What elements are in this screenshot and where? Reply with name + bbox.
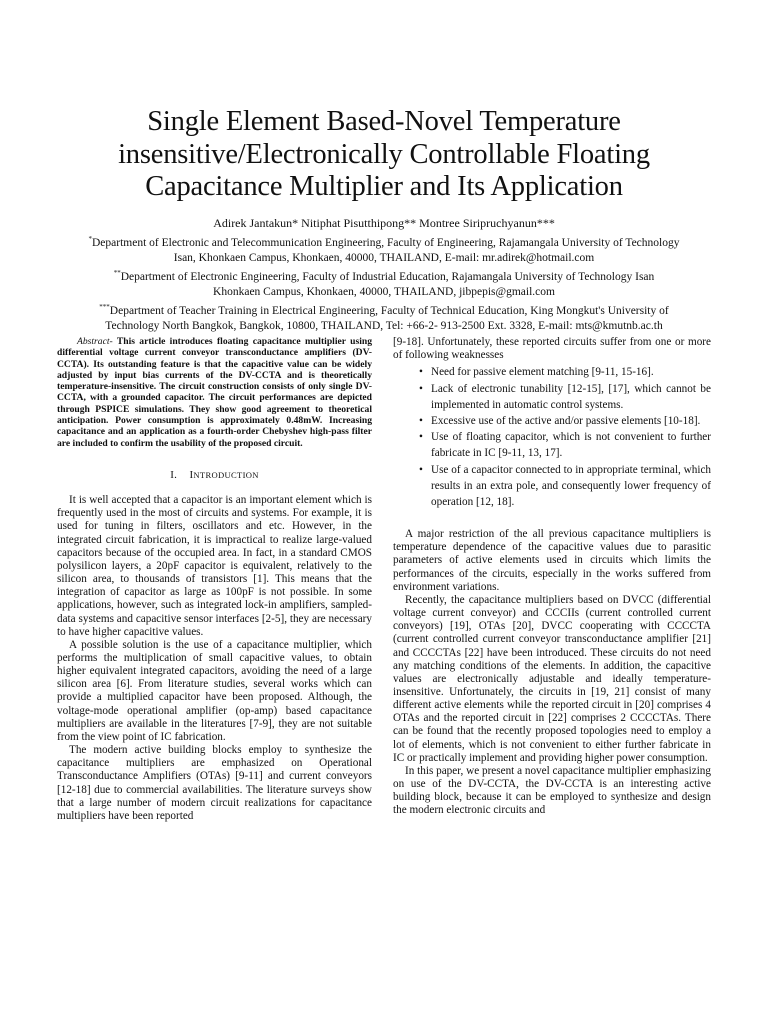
bullet-icon: • (419, 414, 423, 427)
body-paragraph: Recently, the capacitance multipliers based on DVCC (differential voltage current conveyor) and CCCIIs (current controlled current conveyors) [19], OTAs [20], DVCC cooperating with CCCCTA (current controlled current conveyor transconductance amplifier [21] and CCCCTAs [22] have been introduced. These circuits do not need any matching conditions of the elements. In addition, the capacitive values are electronically adjustable and ideally temperature-insensitive. Unfortunately, the circuits in [19, 21] consist of many different active elements while the reported circuit in [20] comprises 4 OTAs and the reported circuit in [22] comprises 2 CCCCTAs. There can be found that the recently proposed topologies need to employ a lot of elements, which is not convenient to either further fabricate in IC or practically implement and providing higher power consumption. (393, 593, 711, 764)
list-item-text: Need for passive element matching [9-11, 15-16]. (431, 366, 654, 379)
title-line: Capacitance Multiplier and Its Application (145, 171, 623, 202)
body-paragraph: A major restriction of the all previous capacitance multipliers is temperature dependence of the capacitive values due to parasitic parameters of active elements used in circuits which limits the performances of the circuits, especially in the works suffered from environment variations. (393, 528, 711, 593)
affiliation-mark: ** (113, 269, 121, 277)
list-item (419, 364, 711, 380)
bullet-icon: • (419, 431, 423, 444)
weakness-list (393, 364, 711, 510)
body-paragraph: The modern active building blocks employ to synthesize the capacitance multipliers are emphasized on Operational Transconductance Amplifiers (OTAs) [9-11] and current conveyors [12-18] due to commercial availabilities. The literature surveys show that a large number of modern circuit realizations for capacitance multipliers have been reported (57, 744, 372, 822)
body-paragraph: It is well accepted that a capacitor is an important element which is frequently used in the most of circuits and systems. For example, it is used for tuning in filters, oscillators and etc. However, in the integrated circuit fabrication, it is impractical to realize large-valued capacitors because of the occupied area. In fact, in a standard CMOS polysilicon layers, a 20pF capacitor is equivalent, relatively to the silicon area, to thousands of transistors [1]. This means that the integration of capacitor as large as 100pF is not possible. In some applications, however, such as integrated lock-in amplifiers, sampled-data systems and capacitive sensor interfaces [2-5], they are necessary to have higher capacitive values. (57, 494, 372, 638)
list-item-text: Use of a capacitor connected to in appropriate terminal, which results in an extra pole, and consequently lower frequency of operation [12, 18]. (431, 463, 711, 508)
affiliation-line: Department of Teacher Training in Electrical Engineering, Faculty of Technical Education, King Mongkut's University of (109, 305, 669, 317)
title-line: insensitive/Electronically Controllable Floating (118, 138, 650, 170)
list-item-text: Use of floating capacitor, which is not convenient to further fabricate in IC [9-11, 13, 17]. (431, 431, 711, 460)
body-paragraph: In this paper, we present a novel capacitance multiplier emphasizing on use of the DV-CCTA, the DV-CCTA is an interesting active building block, because it can be employed to synthesize and design the modern electronic circuits and (393, 764, 711, 817)
affiliation-1 (54, 232, 714, 251)
affiliation-3 (54, 300, 714, 319)
bullet-icon: • (419, 366, 423, 379)
affiliation-line: Department of Electronic and Telecommunication Engineering, Faculty of Engineering, Rajamangala University of Technology (92, 237, 680, 249)
affiliation-line: Technology North Bangkok, Bangkok, 10800, THAILAND, Tel: +66-2- 913-2500 Ext. 3328, E-mail: mts@kmutnb.ac.th (105, 320, 663, 332)
affiliations (54, 232, 714, 334)
left-column (57, 336, 372, 823)
affiliation-line: Department of Electronic Engineering, Faculty of Industrial Education, Rajamangala University of Technology Isan (120, 271, 655, 283)
abstract-text: This article introduces floating capacitance multiplier using differential voltage current conveyor transconductance amplifiers (DV-CCTA). Its outstanding feature is that the capacitive value can be widely adjusted by input bias currents of the DV-CCTA and is theoretically temperature-insensitive. The circuit construction consists of only single DV-CCTA, with a grounded capacitor. The circuit performances are depicted through PSPICE simulations. They show good agreement to theoretical anticipation. Power consumption is approximately 0.48mW. Increasing capacitance and an application as a fourth-order Chebyshev high-pass filter are included to confirm the usability of the proposed circuit. (57, 336, 372, 449)
bullet-icon: • (419, 382, 423, 395)
section-number: I. (170, 468, 178, 481)
title-line: Single Element Based-Novel Temperature (147, 106, 621, 137)
list-item (419, 462, 711, 511)
affiliation-2 (54, 266, 714, 285)
spacer (393, 518, 711, 528)
affiliation-line: Khonkaen Campus, Khonkaen, 40000, THAILAND, jibpepis@gmail.com (213, 286, 555, 298)
body-paragraph: [9-18]. Unfortunately, these reported circuits suffer from one or more of following weaknesses (393, 336, 711, 362)
paper-title (60, 106, 708, 204)
abstract (57, 336, 372, 449)
section-initial: I (189, 468, 194, 481)
list-item (419, 413, 711, 429)
list-item (419, 429, 711, 461)
bullet-icon: • (419, 463, 423, 476)
section-title-rest: NTRODUCTION (193, 469, 259, 480)
affiliation-mark: * (88, 235, 92, 243)
affiliation-mark: *** (99, 303, 110, 311)
affiliation-line: Isan, Khonkaen Campus, Khonkaen, 40000, THAILAND, E-mail: mr.adirek@hotmail.com (173, 252, 595, 264)
body-paragraph: A possible solution is the use of a capacitance multiplier, which performs the multiplication of small capacitive values, to obtain higher equivalent integrated capacitors, avoiding the need of a large silicon area [6]. From literature studies, several works which can provide a multiplied capacitor have been proposed. Although, the voltage-mode operational amplifier (op-amp) based capacitance multipliers are available in the literatures [7-9], they are not suitable from the view point of IC fabrication. (57, 638, 372, 743)
right-column (393, 336, 711, 818)
list-item (419, 381, 711, 413)
list-item-text: Excessive use of the active and/or passive elements [10-18]. (431, 414, 701, 427)
author-list: Adirek Jantakun* Nitiphat Pisutthipong** Montree Siripruchyanun*** (213, 216, 555, 230)
list-item-text: Lack of electronic tunability [12-15], [17], which cannot be implemented in automatic control systems. (431, 382, 711, 411)
abstract-label: Abstract- (77, 336, 113, 347)
section-heading (57, 469, 372, 482)
